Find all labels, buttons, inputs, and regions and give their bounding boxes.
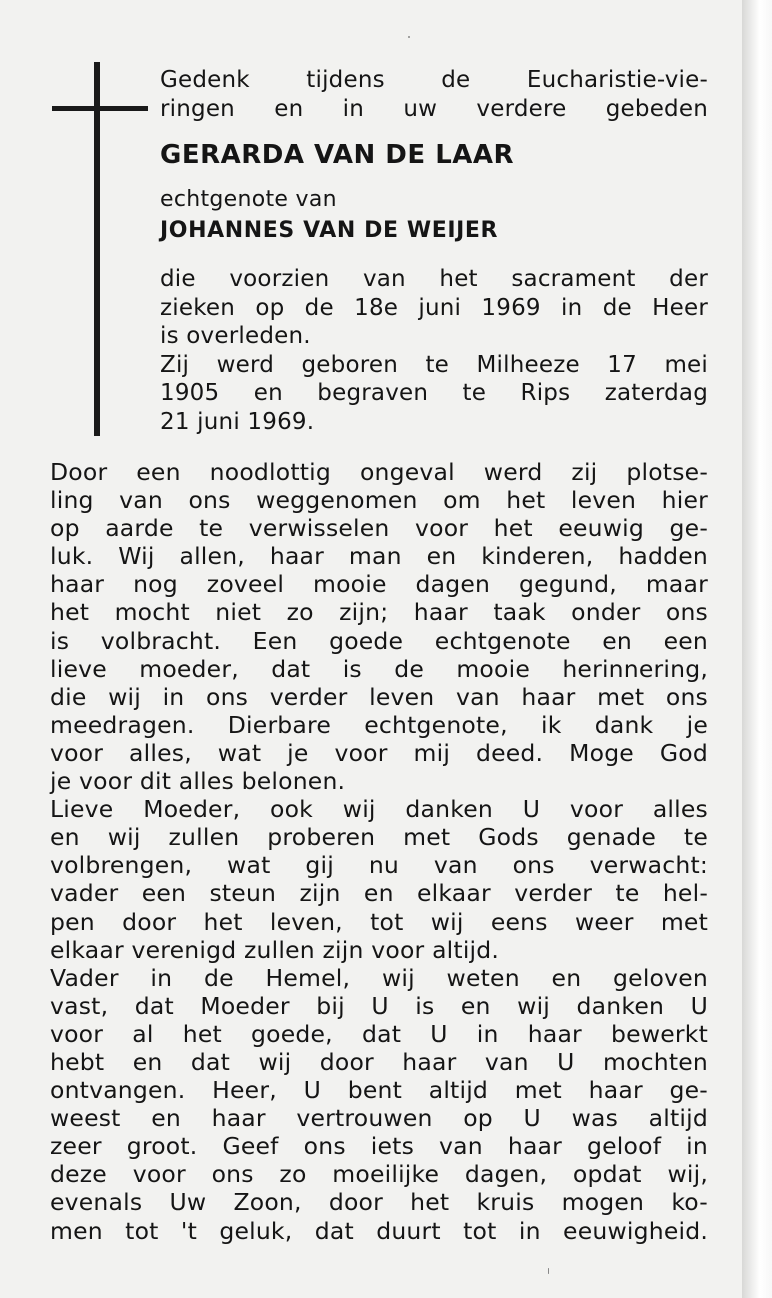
memorial-text: [50, 458, 708, 1245]
deceased-name: GERARDA VAN DE LAAR: [160, 140, 515, 170]
death-details: [160, 265, 708, 436]
text-line: die wij in ons verder leven van haar met ons: [50, 682, 708, 711]
text-line: lieve moeder, dat is de mooie herinnering,: [50, 654, 708, 683]
text-line: elkaar verenigd zullen zijn voor altijd.: [50, 935, 500, 964]
details-line: is overleden.: [160, 323, 311, 349]
text-line: ontvangen. Heer, U bent altijd met haar ge-: [50, 1076, 708, 1105]
spouse-name: JOHANNES VAN DE WEIJER: [160, 218, 499, 243]
details-line: 21 juni 1969.: [160, 408, 315, 435]
text-line: Door een noodlottig ongeval werd zij plotse-: [50, 458, 708, 486]
text-line: luk. Wij allen, haar man en kinderen, hadden: [50, 542, 708, 571]
text-line: je voor dit alles belonen.: [50, 767, 346, 796]
text-line: zeer groot. Geef ons iets van haar geloof in: [50, 1132, 708, 1161]
print-speck: [408, 36, 410, 38]
text-line: vader een steun zijn en elkaar verder te hel-: [50, 879, 708, 908]
text-line: en wij zullen proberen met Gods genade te: [50, 823, 708, 852]
text-line: Lieve Moeder, ook wij danken U voor alles: [50, 795, 708, 824]
text-line: vast, dat Moeder bij U is en wij danken U: [50, 991, 708, 1020]
text-line: haar nog zoveel mooie dagen gegund, maar: [50, 570, 708, 599]
text-line: evenals Uw Zoon, door het kruis mogen ko-: [50, 1188, 708, 1217]
text-line: Vader in de Hemel, wij weten en geloven: [50, 963, 708, 992]
intro-line: Gedenk tijdens de Eucharistie-vie-: [160, 67, 708, 93]
text-line: ling van ons weggenomen om het leven hier: [50, 486, 708, 515]
text-line: men tot 't geluk, dat duurt tot in eeuwigheid.: [50, 1216, 708, 1245]
cross-horizontal-bar: [52, 106, 148, 111]
spouse-label: echtgenote van: [160, 187, 337, 212]
text-line: hebt en dat wij door haar van U mochten: [50, 1047, 708, 1076]
details-line: 1905 en begraven te Rips zaterdag: [160, 380, 708, 406]
details-line: Zij werd geboren te Milheeze 17 mei: [160, 351, 708, 378]
text-line: weest en haar vertrouwen op U was altijd: [50, 1104, 708, 1133]
text-line: deze voor ons zo moeilijke dagen, opdat wij,: [50, 1160, 708, 1189]
page-edge: [742, 0, 772, 1298]
cross-vertical-bar: [94, 62, 100, 436]
print-speck: [548, 1268, 549, 1274]
text-line: voor alles, wat je voor mij deed. Moge God: [50, 738, 708, 767]
details-line: die voorzien van het sacrament der: [160, 266, 708, 292]
remembrance-intro: [160, 66, 708, 124]
details-line: zieken op de 18e juni 1969 in de Heer: [160, 294, 708, 321]
text-line: pen door het leven, tot wij eens weer met: [50, 907, 708, 936]
text-line: voor al het goede, dat U in haar bewerkt: [50, 1019, 708, 1048]
text-line: is volbracht. Een goede echtgenote en een: [50, 626, 708, 655]
text-line: meedragen. Dierbare echtgenote, ik dank je: [50, 710, 708, 739]
text-line: volbrengen, wat gij nu van ons verwacht:: [50, 851, 708, 880]
text-line: het mocht niet zo zijn; haar taak onder ons: [50, 598, 708, 627]
intro-line: ringen en in uw verdere gebeden: [160, 96, 708, 122]
text-line: op aarde te verwisselen voor het eeuwig ge-: [50, 514, 708, 543]
